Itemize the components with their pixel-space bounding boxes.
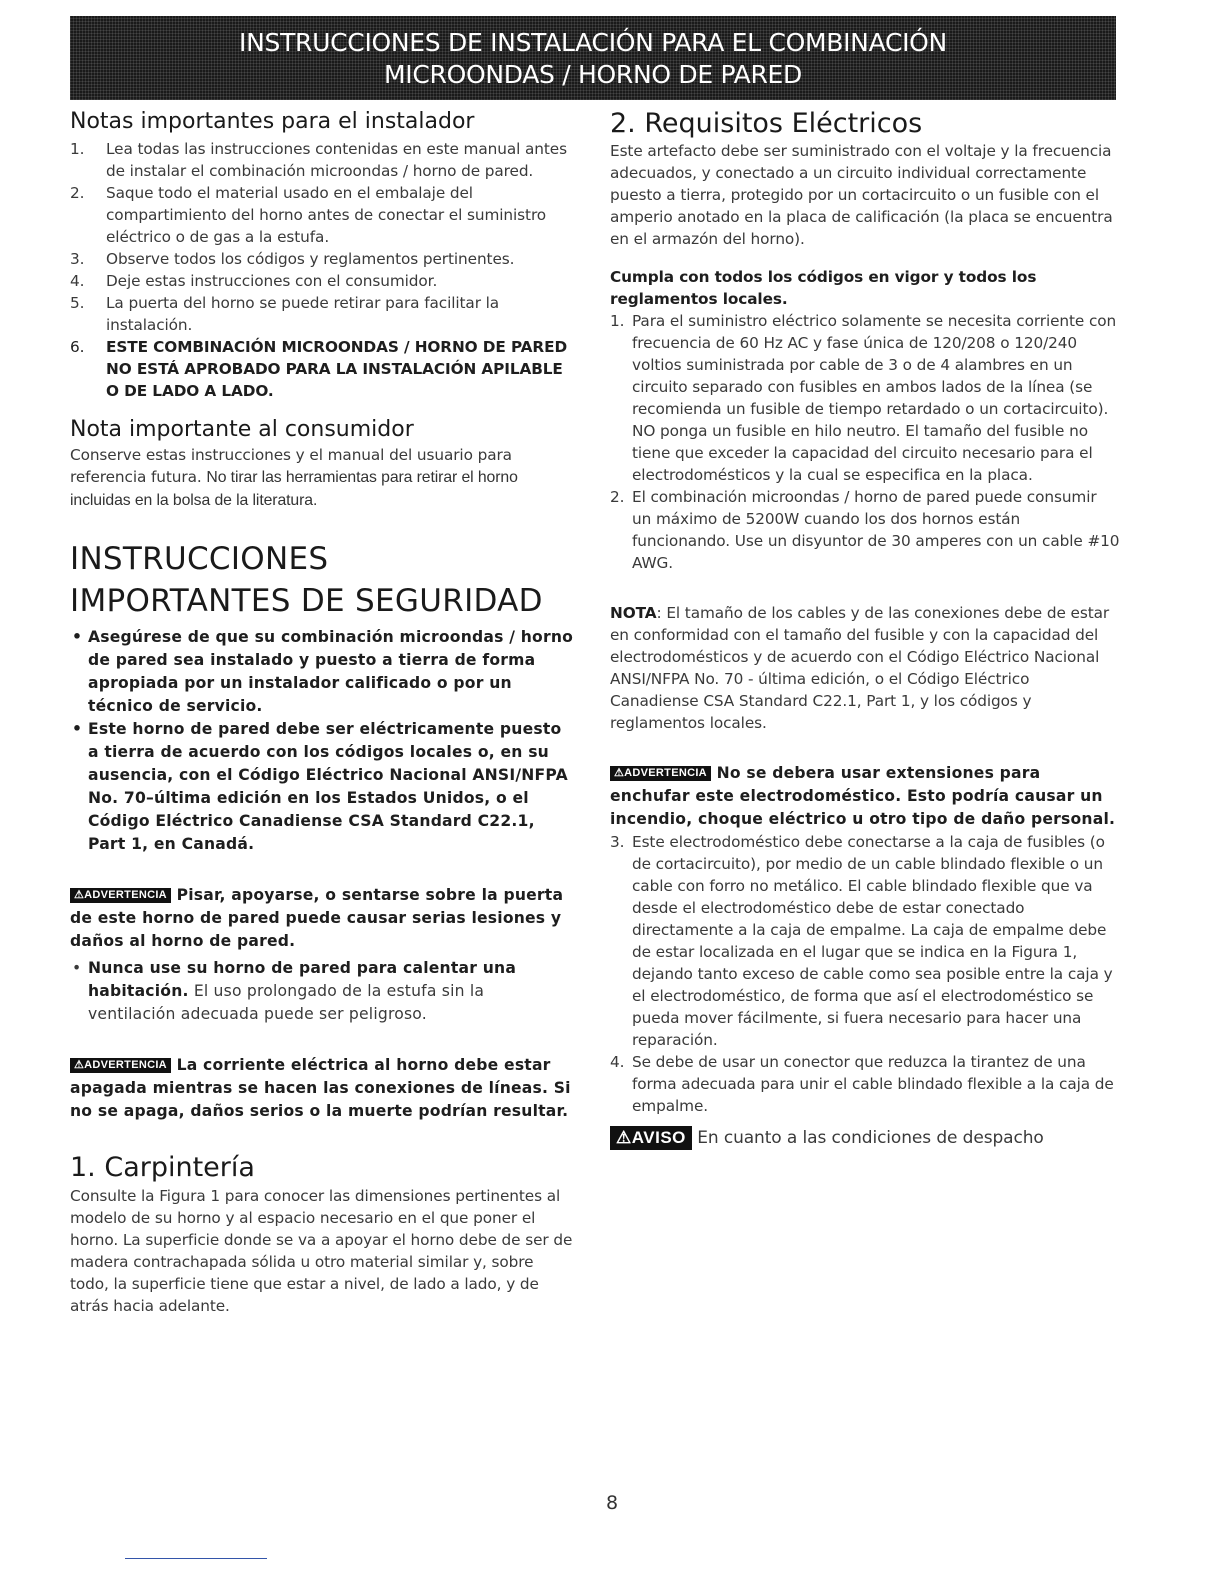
list-item: 1. Lea todas las instrucciones contenidas en este manual antes de instalar el combinación microondas / horno de pared. — [70, 140, 567, 180]
safety-heading: INSTRUCCIONES IMPORTANTES DE SEGURIDAD — [70, 541, 543, 619]
safety-bullets — [70, 957, 575, 1026]
list-item: 2. El combinación microondas / horno de pared puede consumir un máximo de 5200W cuando los dos hornos están funcionando. Use un disyuntor de 30 amperes con un cable #10 AWG. — [610, 488, 1120, 572]
consumer-note-text: Conserve estas instrucciones y el manual del usuario para referencia futura. No tirar las herramientas para retirar el horno incluidas en la bolsa de la literatura. — [70, 446, 518, 509]
electrical-list — [610, 310, 1120, 574]
footer-rule — [125, 1558, 267, 1559]
list-item: 6. ESTE COMBINACIÓN MICROONDAS / HORNO DE PARED NO ESTÁ APROBADO PARA LA INSTALACIÓN APILABLE O DE LADO A LADO. — [70, 338, 568, 400]
page-banner — [70, 16, 1116, 100]
list-item: 3. Observe todos los códigos y reglamentos pertinentes. — [70, 250, 515, 268]
safety-bullets — [70, 626, 575, 856]
right-column — [610, 108, 1120, 1151]
electrical-intro: Este artefacto debe ser suministrado con el voltaje y la frecuencia adecuados, y conectado a un circuito individual correctamente puesto a tierra, protegido por un cortacircuito o un fusible con el amperio anotado en la placa de calificación (la placa se encuentra en el armazón del horno). — [610, 142, 1113, 248]
carpentry-text: Consulte la Figura 1 para conocer las dimensiones pertinentes al modelo de su horno y al espacio necesario en el que poner el horno. La superficie donde se va a apoyar el horno debe de ser de madera contrachapada sólida u otro material similar y, sobre todo, la superficie tiene que estar a nivel, de lado a lado, y de atrás hacia adelante. — [70, 1187, 573, 1315]
warning-triangle-icon: ⚠ — [614, 767, 625, 779]
warning-triangle-icon: ⚠ — [74, 889, 85, 901]
list-item: 2. Saque todo el material usado en el embalaje del compartimiento del horno antes de conectar el suministro eléctrico o de gas a la estufa. — [70, 184, 547, 246]
list-item: 1. Para el suministro eléctrico solamente se necesita corriente con frecuencia de 60 Hz AC y fase única de 120/208 o 120/240 voltios suministrada por cable de 3 o de 4 alambres en un circuito separado con fusibles en ambos lados de la línea (se recomienda un fusible de tiempo retardado o un cortacircuito). NO ponga un fusible en hilo neutro. El tamaño del fusible no tiene que exceder la capacidad del circuito necesario para el electrodomésticos y la cual se especifica en la placa. — [610, 312, 1117, 484]
warning-badge: ⚠ADVERTENCIA — [70, 1058, 171, 1073]
list-item: 3. Este electrodoméstico debe conectarse a la caja de fusibles (o de cortacircuito), por medio de un cable blindado flexible o un cable con forro no metálico. El cable blindado flexible que va desde el electrodoméstico debe de estar conectado directamente a la caja de empalme. La caja de empalme debe de estar localizada en el lugar que se indica en la Figura 1, dejando tanto exceso de cable como sea posible entre la caja y el electrodoméstico, de forma que así el electrodoméstico se pueda mover fácilmente, si fuera necesario para hacer una reparación. — [610, 833, 1113, 1049]
list-item: • Nunca use su horno de pared para calentar una habitación. El uso prolongado de la estufa sin la ventilación adecuada puede ser peligroso. — [70, 957, 575, 1026]
list-item: 4. Deje estas instrucciones con el consumidor. — [70, 272, 438, 290]
installer-notes-list — [70, 138, 575, 402]
banner-line-2: MICROONDAS / HORNO DE PARED — [384, 60, 802, 89]
left-column — [70, 108, 575, 1317]
warning-block: ⚠ADVERTENCIA La corriente eléctrica al horno debe estar apagada mientras se hacen las conexiones de líneas. Si no se apaga, daños serios o la muerte podrían resultar. — [70, 1056, 571, 1120]
electrical-heading: 2. Requisitos Eléctricos — [610, 108, 923, 139]
list-item: 4. Se debe de usar un conector que reduzca la tirantez de una forma adecuada para unir el cable blindado flexible a la caja de empalme. — [610, 1053, 1114, 1115]
aviso-badge: ⚠AVISO — [610, 1126, 692, 1150]
banner-line-1: INSTRUCCIONES DE INSTALACIÓN PARA EL COMBINACIÓN — [239, 28, 947, 57]
electrical-list — [610, 831, 1120, 1117]
warning-triangle-icon: ⚠ — [74, 1059, 85, 1071]
aviso-block: ⚠AVISO En cuanto a las condiciones de despacho — [610, 1125, 1120, 1151]
installer-notes-heading: Notas importantes para el instalador — [70, 109, 475, 134]
page-number: 8 — [605, 1492, 619, 1514]
codes-heading: Cumpla con todos los códigos en vigor y todos los reglamentos locales. — [610, 268, 1037, 308]
warning-block: ⚠ADVERTENCIA No se debera usar extensiones para enchufar este electrodoméstico. Esto podría causar un incendio, choque eléctrico u otro tipo de daño personal. — [610, 764, 1116, 828]
warning-block: ⚠ADVERTENCIA Pisar, apoyarse, o sentarse sobre la puerta de este horno de pared puede causar serias lesiones y daños al horno de pared. — [70, 886, 564, 950]
warning-badge: ⚠ADVERTENCIA — [610, 766, 711, 781]
warning-badge: ⚠ADVERTENCIA — [70, 888, 171, 903]
consumer-note-heading: Nota importante al consumidor — [70, 417, 414, 442]
list-item: 5. La puerta del horno se puede retirar para facilitar la instalación. — [70, 294, 500, 334]
electrical-note: NOTA: El tamaño de los cables y de las conexiones debe de estar en conformidad con el tamaño del fusible y con la capacidad del electrodomésticos y de acuerdo con el Código Eléctrico Nacional ANSI/NFPA No. 70 - última edición, o el Código Eléctrico Canadiense CSA Standard C22.1, Part 1, y los códigos y reglamentos locales. — [610, 604, 1110, 732]
carpentry-heading: 1. Carpintería — [70, 1152, 255, 1183]
list-item: • Este horno de pared debe ser eléctricamente puesto a tierra de acuerdo con los códigos locales o, en su ausencia, con el Código Eléctrico Nacional ANSI/NFPA No. 70–última edición en los Estados Unidos, o el Código Eléctrico Canadiense CSA Standard C22.1, Part 1, en Canadá. — [70, 718, 575, 856]
warning-triangle-icon: ⚠ — [616, 1128, 632, 1147]
list-item: • Asegúrese de que su combinación microondas / horno de pared sea instalado y puesto a tierra de forma apropiada por un instalador calificado o por un técnico de servicio. — [70, 626, 575, 718]
